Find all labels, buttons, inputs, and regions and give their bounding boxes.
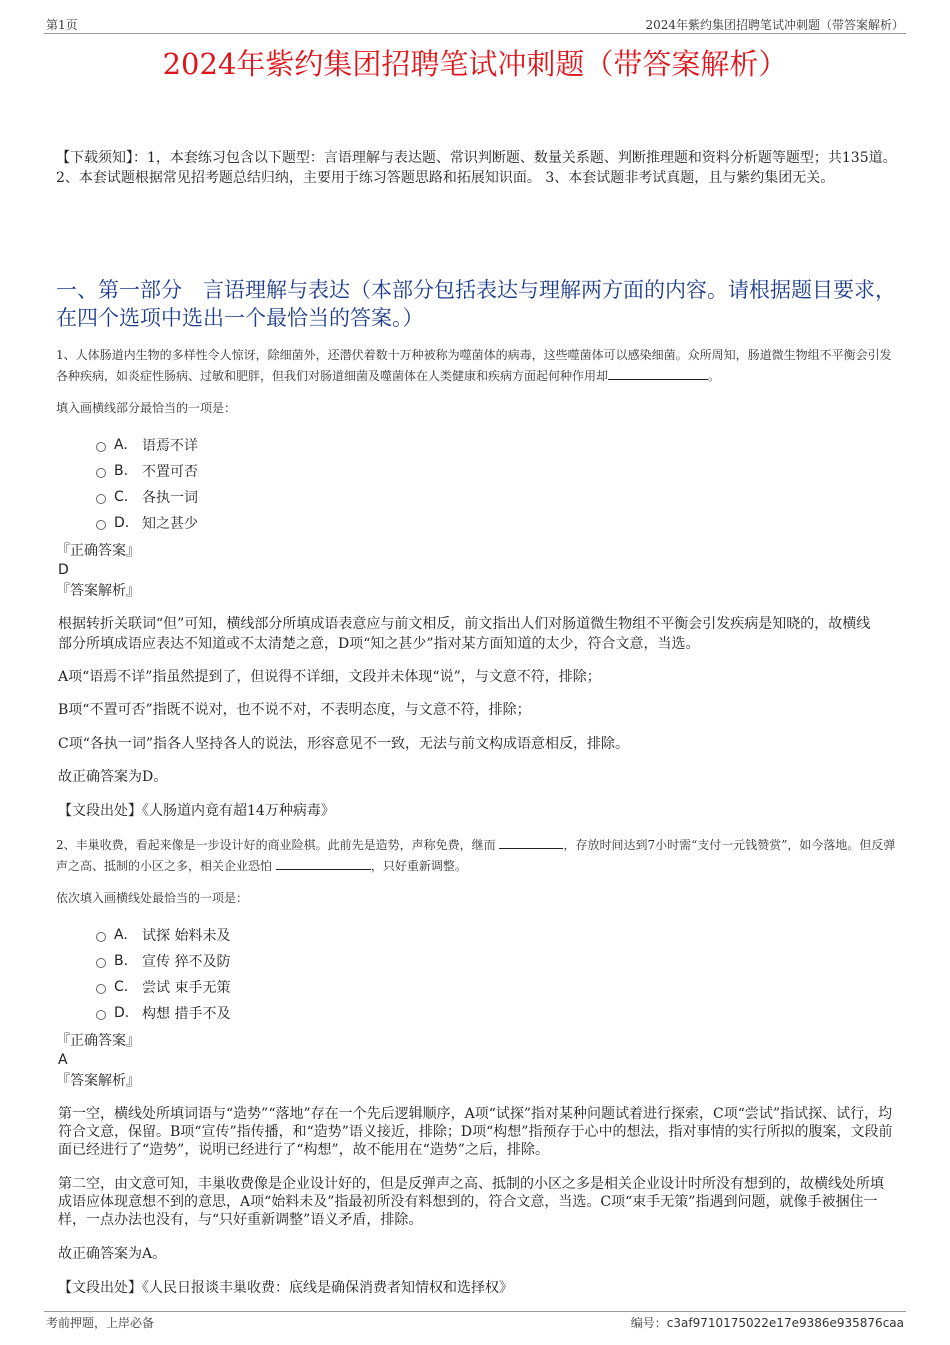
question-1-options: [96, 432, 198, 536]
footer-slogan: 考前押题，上岸必备: [46, 1316, 155, 1330]
radio-icon[interactable]: [96, 932, 106, 942]
option-d[interactable]: D. 知之甚少: [96, 510, 198, 536]
radio-icon[interactable]: [96, 442, 106, 452]
analysis-conclusion: 故正确答案为D。: [58, 769, 168, 785]
radio-icon[interactable]: [96, 958, 106, 968]
analysis-paragraph: 根据转折关联词“但”可知，横线部分所填成语表意应与前文相反，前文指出人们对肠道微生物组不平衡会引发疾病是知晓的，故横线部分所填成语应表达不知道或不太清楚之意，D项“知之甚少”指对某方面知道的太少，符合文意，当选。: [58, 616, 871, 652]
download-notice: 【下载须知】：1，本套练习包含以下题型：言语理解与表达题、常识判断题、数量关系题、判断推理题和资料分析题等题型；共135道。 2、本套试题根据常见招考题总结归纳，主要用于练习答题思路和拓展知识面。 3、本套试题非考试真题，且与紫约集团无关。: [56, 150, 897, 186]
question-1-stem: 1、人体肠道内生物的多样性令人惊讶，除细菌外，还潜伏着数十万种被称为噬菌体的病毒，这些噬菌体可以感染细菌。众所周知，肠道微生物组不平衡会引发各种疾病，如炎症性肠病、过敏和肥胖，但我们对肠道细菌及噬菌体在人类健康和疾病方面起何种作用却 。: [56, 348, 892, 383]
header-divider: [44, 33, 906, 34]
analysis-label: 『答案解析』: [56, 1073, 140, 1089]
radio-icon[interactable]: [96, 1010, 106, 1020]
answer-label: 『正确答案』: [56, 1033, 140, 1049]
document-id: 编号：c3af9710175022e17e9386e935876caa: [630, 1316, 904, 1330]
option-b[interactable]: B. 宣传 猝不及防: [96, 948, 230, 974]
correct-answer: D: [58, 562, 69, 578]
answer-blank: [608, 367, 708, 380]
option-c[interactable]: C. 尝试 束手无策: [96, 974, 230, 1000]
section-heading: 一、第一部分 言语理解与表达（本部分包括表达与理解两方面的内容。请根据题目要求，在四个选项中选出一个最恰当的答案。）: [56, 278, 896, 330]
option-d[interactable]: D. 构想 措手不及: [96, 1000, 230, 1026]
analysis-paragraph: 第一空，横线处所填词语与“造势”“落地”存在一个先后逻辑顺序，A项“试探”指对某种问题试着进行探索，C项“尝试”指试探、试行，均符合文意，保留。B项“宣传”指传播，和“造势”语义接近，排除；D项“构想”指预存于心中的想法，指对事情的实行所拟的腹案，文段前面已经进行了“造势”，说明已经进行了“构想”，故不能用在“造势”之后，排除。: [58, 1106, 893, 1158]
question-2-prompt: 依次填入画横线处最恰当的一项是：: [56, 891, 249, 905]
source-citation: 【文段出处】《人肠道内竟有超14万种病毒》: [58, 803, 335, 819]
question-2-stem: 2、丰巢收费，看起来像是一步设计好的商业险棋。此前先是造势，声称免费，继而 ，存放时间达到7小时需“支付一元钱赞赏”，如今落地。但反弹声之高、抵制的小区之多，相关企业恐怕 ，只好重新调整。: [56, 838, 896, 873]
option-a[interactable]: A. 试探 始料未及: [96, 922, 230, 948]
footer-divider: [44, 1311, 906, 1312]
header-doc-title: 2024年紫约集团招聘笔试冲刺题（带答案解析）: [645, 18, 904, 32]
page-title: 2024年紫约集团招聘笔试冲刺题（带答案解析）: [162, 47, 788, 81]
option-b[interactable]: B. 不置可否: [96, 458, 198, 484]
analysis-paragraph: 第二空，由文意可知，丰巢收费像是企业设计好的，但是反弹声之高、抵制的小区之多是相关企业设计时所没有想到的，故横线处所填成语应体现意想不到的意思，A项“始料未及”指最初所没有料想到的，符合文意，当选。C项“束手无策”指遇到问题，就像手被捆住一样，一点办法也没有，与“只好重新调整”语义矛盾，排除。: [58, 1176, 884, 1228]
answer-label: 『正确答案』: [56, 543, 140, 559]
analysis-conclusion: 故正确答案为A。: [58, 1246, 167, 1262]
analysis-label: 『答案解析』: [56, 583, 140, 599]
option-a[interactable]: A. 语焉不详: [96, 432, 198, 458]
radio-icon[interactable]: [96, 494, 106, 504]
question-1-prompt: 填入画横线部分最恰当的一项是：: [56, 401, 237, 415]
source-citation: 【文段出处】《人民日报谈丰巢收费：底线是确保消费者知情权和选择权》: [58, 1280, 513, 1296]
analysis-paragraph: B项“不置可否”指既不说对，也不说不对，不表明态度，与文意不符，排除；: [58, 702, 531, 718]
radio-icon[interactable]: [96, 984, 106, 994]
answer-blank: [499, 836, 563, 849]
page-number: 第1页: [46, 18, 78, 32]
question-2-options: [96, 922, 230, 1026]
option-c[interactable]: C. 各执一词: [96, 484, 198, 510]
analysis-paragraph: C项“各执一词”指各人坚持各人的说法，形容意见不一致，无法与前文构成语意相反，排除。: [58, 736, 630, 752]
answer-blank: [276, 857, 371, 870]
radio-icon[interactable]: [96, 520, 106, 530]
correct-answer: A: [58, 1052, 68, 1068]
analysis-paragraph: A项“语焉不详”指虽然提到了，但说得不详细，文段并未体现“说”，与文意不符，排除；: [58, 669, 601, 685]
radio-icon[interactable]: [96, 468, 106, 478]
